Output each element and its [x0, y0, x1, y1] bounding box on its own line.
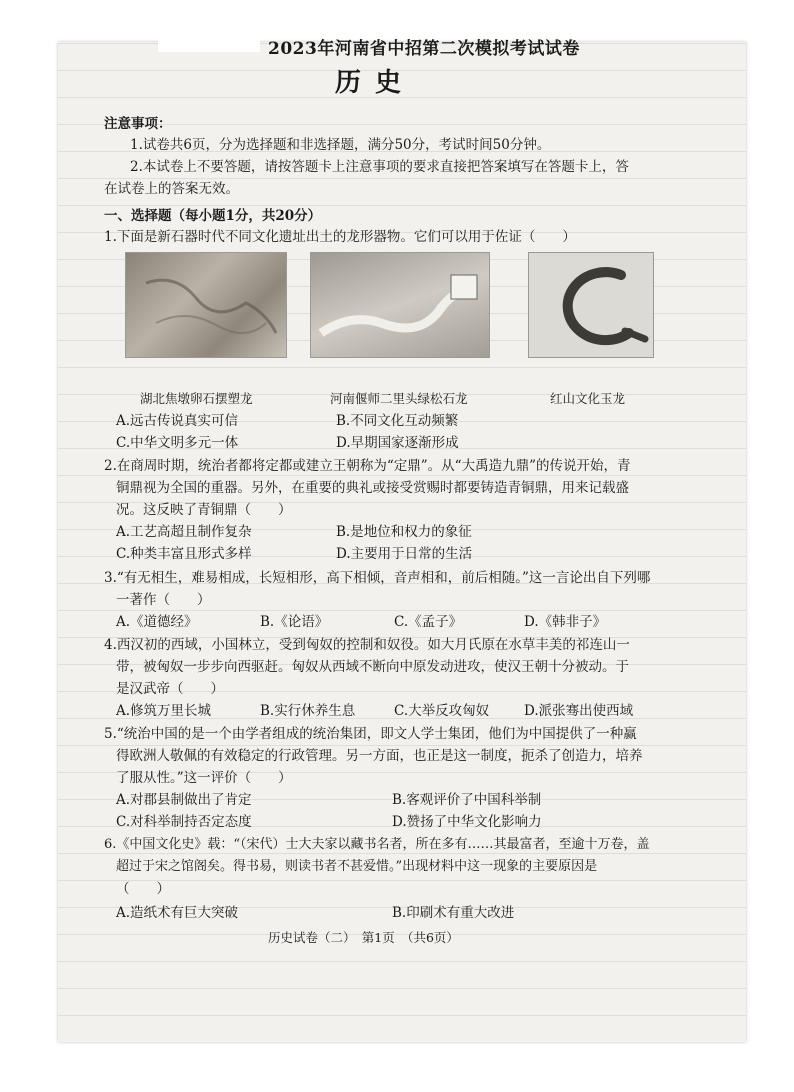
q5-option-d: D.赞扬了中华文化影响力 [392, 814, 542, 830]
notice-heading: 注意事项： [104, 116, 172, 132]
q1-option-b: B.不同文化互动频繁 [336, 413, 459, 429]
turquoise-dragon-drawing [311, 253, 489, 357]
notice-line-2b: 在试卷上的答案无效。 [104, 181, 239, 197]
q2-option-a: A.工艺高超且制作复杂 [116, 524, 252, 540]
q4-option-d: D.派张骞出使西域 [524, 703, 634, 719]
notice-line-2a: 2.本试卷上不要答题，请按答题卡上注意事项的要求直接把答案填写在答题卡上，答 [130, 159, 629, 175]
q3-line-2: 一著作（ ） [116, 592, 211, 608]
page-footer: 历史试卷（二） 第1页 （共6页） [268, 930, 459, 945]
jade-c-dragon-drawing [529, 253, 653, 357]
q4-option-c: C.大举反攻匈奴 [394, 703, 490, 719]
q5-line-1: 5.“统治中国的是一个由学者组成的统治集团，即文人学士集团，他们为中国提供了一种赢 [104, 726, 637, 742]
q2-option-b: B.是地位和权力的象征 [336, 524, 472, 540]
q5-line-3: 了服从性。”这一评价（ ） [116, 770, 292, 786]
q5-line-2: 得欧洲人敬佩的有效稳定的行政管理。另一方面，也正是这一制度，扼杀了创造力，培养 [116, 748, 643, 764]
notice-line-1: 1.试卷共6页，分为选择题和非选择题，满分50分，考试时间50分钟。 [130, 137, 551, 153]
q3-option-c: C.《孟子》 [394, 614, 463, 630]
redaction-block [158, 32, 260, 52]
q1-stem: 1.下面是新石器时代不同文化遗址出土的龙形器物。它们可以用于佐证（ ） [104, 229, 576, 245]
caption-3: 红山文化玉龙 [550, 391, 626, 406]
pebble-dragon-drawing [126, 253, 286, 357]
q1-option-d: D.早期国家逐渐形成 [336, 435, 459, 451]
q2-line-1: 2.在商周时期，统治者都将定都或建立王朝称为“定鼎”。从“大禹造九鼎”的传说开始，青 [104, 458, 631, 474]
q1-option-c: C.中华文明多元一体 [116, 435, 239, 451]
q3-option-d: D.《韩非子》 [524, 614, 607, 630]
q6-option-b: B.印刷术有重大改进 [392, 905, 515, 921]
q6-line-1: 6.《中国文化史》载：“（宋代）士大夫家以藏书名者，所在多有……其最富者，至逾十万卷，盖 [104, 837, 650, 852]
q3-line-1: 3.“有无相生，难易相成，长短相形，高下相倾，音声相和，前后相随。”这一言论出自下列哪 [104, 570, 651, 586]
q1-option-a: A.远古传说真实可信 [116, 413, 239, 429]
exam-title: 2023年河南省中招第二次模拟考试试卷 [268, 39, 580, 59]
q4-line-2: 带，被匈奴一步步向西驱赶。匈奴从西域不断向中原发动进攻，使汉王朝十分被动。于 [116, 659, 629, 675]
q2-option-d: D.主要用于日常的生活 [336, 546, 473, 562]
q4-line-1: 4.西汉初的西域，小国林立，受到匈奴的控制和奴役。如大月氏原在水草丰美的祁连山一 [104, 637, 630, 653]
q6-line-3: （ ） [116, 881, 170, 897]
q2-line-2: 铜鼎视为全国的重器。另外，在重要的典礼或接受赏赐时都要铸造青铜鼎，用来记载盛 [116, 480, 629, 496]
subject-title: 历史 [335, 68, 416, 98]
turquoise-dragon-image [310, 252, 490, 358]
q4-option-a: A.修筑万里长城 [116, 703, 212, 719]
q4-option-b: B.实行休养生息 [260, 703, 356, 719]
dragon-pebble-image [125, 252, 287, 358]
q6-option-a: A.造纸术有巨大突破 [116, 905, 239, 921]
q4-line-3: 是汉武帝（ ） [116, 681, 224, 697]
q2-line-3: 况。这反映了青铜鼎（ ） [116, 502, 292, 518]
q2-option-c: C.种类丰富且形式多样 [116, 546, 252, 562]
q3-option-a: A.《道德经》 [116, 614, 198, 630]
caption-1: 湖北焦墩卵石摆塑龙 [140, 391, 253, 406]
caption-2: 河南偃师二里头绿松石龙 [330, 391, 468, 406]
q3-option-b: B.《论语》 [260, 614, 329, 630]
q5-option-c: C.对科举制持否定态度 [116, 814, 252, 830]
section-heading: 一、选择题（每小题1分，共20分） [104, 208, 322, 224]
q6-line-2: 超过于宋之馆阁矣。得书易，则读书者不甚爱惜。”出现材料中这一现象的主要原因是 [116, 859, 598, 874]
jade-dragon-image [528, 252, 654, 358]
q5-option-a: A.对郡县制做出了肯定 [116, 792, 252, 808]
q5-option-b: B.客观评价了中国科举制 [392, 792, 542, 808]
